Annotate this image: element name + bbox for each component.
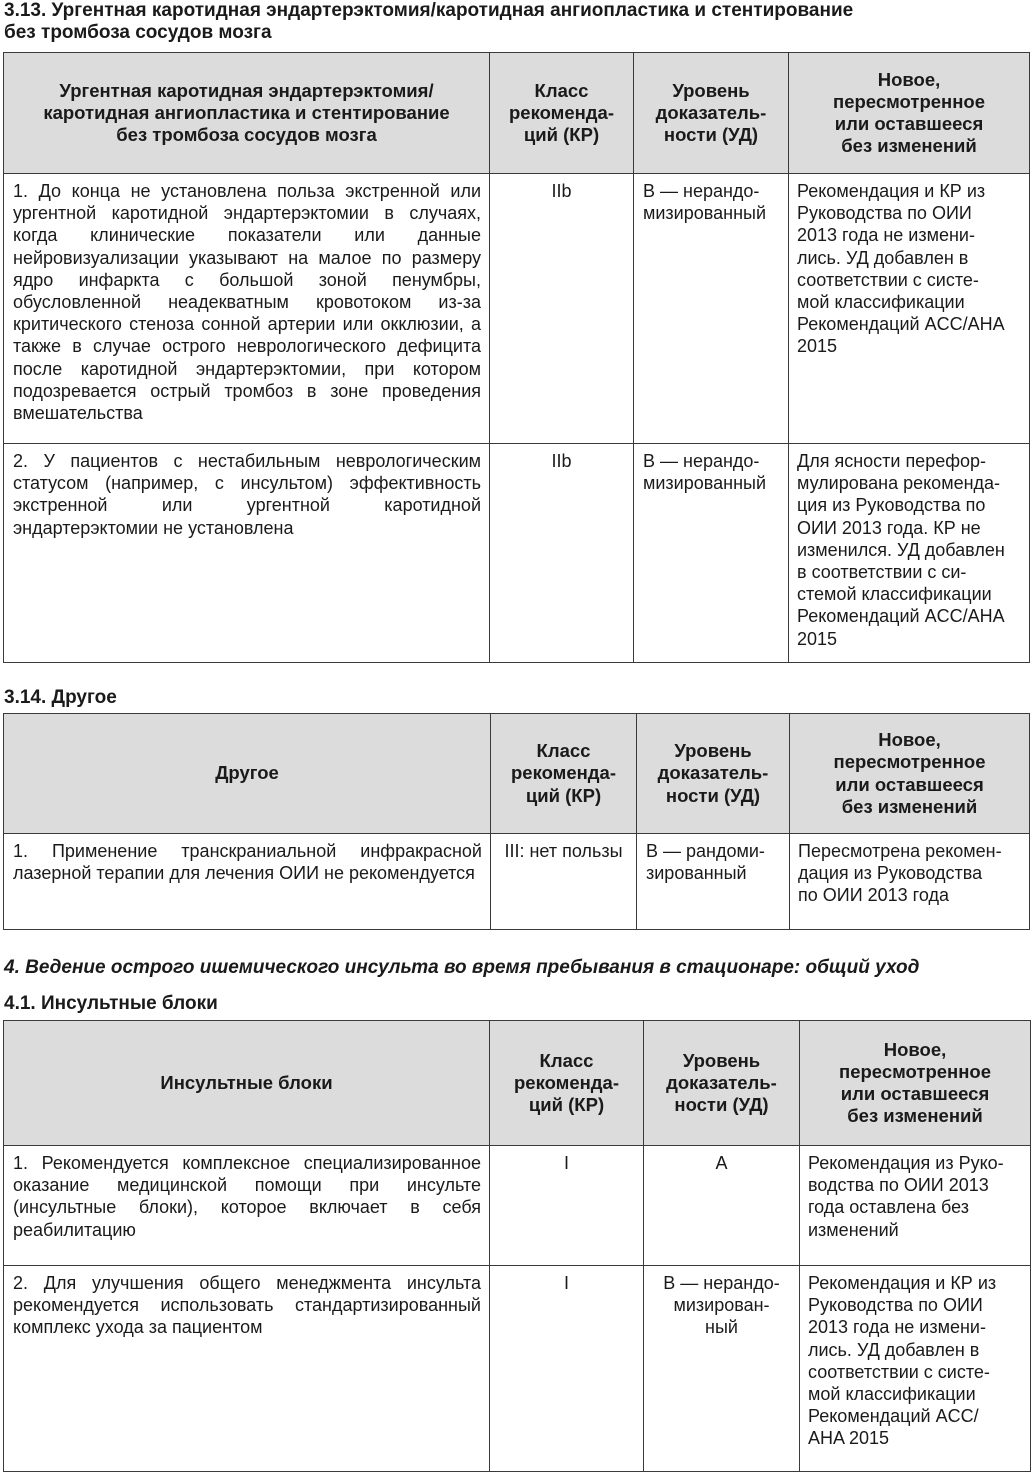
table-row [4, 444, 1030, 663]
recommendation-text: 1. Рекомендуется комплексное специализированное оказание медицинской помощи при инсульте (инсультные блоки), которое включает в себя реабилитацию [4, 1146, 490, 1266]
revision-status: Рекомендация и КР из Руководства по ОИИ 2013 года не измени- лись. УД добавлен в соответствии с систе- мой классификации Рекомендаций ACC/ AHA 2015 [800, 1266, 1031, 1472]
evidence-level: B — нерандо- мизированный [634, 444, 789, 663]
table-row [4, 1146, 1031, 1266]
evidence-level: B — нерандо- мизированный [634, 174, 789, 444]
recommendation-class: III: нет пользы [491, 834, 637, 930]
column-header-topic: Другое [4, 714, 491, 834]
recommendation-class: I [490, 1146, 644, 1266]
table-row [4, 174, 1030, 444]
recommendation-class: IIb [490, 174, 634, 444]
chapter-heading-4: 4. Ведение острого ишемического инсульта во время пребывания в стационаре: общий уход [4, 957, 920, 978]
evidence-level: A [644, 1146, 800, 1266]
column-header-class: Класс рекоменда- ций (КР) [490, 1021, 644, 1146]
revision-status: Рекомендация и КР из Руководства по ОИИ 2013 года не измени- лись. УД добавлен в соответствии с систе- мой классификации Рекомендаций ACC/AHA 2015 [789, 174, 1030, 444]
column-header-class: Класс рекоменда- ций (КР) [490, 53, 634, 174]
column-header-status: Новое, пересмотренное или оставшееся без изменений [789, 53, 1030, 174]
column-header-class: Класс рекоменда- ций (КР) [491, 714, 637, 834]
revision-status: Для ясности перефор- мулирована рекоменда- ция из Руководства по ОИИ 2013 года. КР не изменился. УД добавлен в соответствии с си- стемой классификации Рекомендаций ACC/AHA 2015 [789, 444, 1030, 663]
recommendation-text: 2. Для улучшения общего менеджмента инсульта рекомендуется использовать стандартизированный комплекс ухода за пациентом [4, 1266, 490, 1472]
section-heading-3-14: 3.14. Другое [4, 687, 117, 708]
recommendation-class: IIb [490, 444, 634, 663]
table-row [4, 834, 1030, 930]
revision-status: Рекомендация из Руко- водства по ОИИ 2013 года оставлена без изменений [800, 1146, 1031, 1266]
recommendation-text: 1. До конца не установлена польза экстренной или ургентной каротидной эндартерэктомии в случаях, когда клинические показатели или данные нейровизуализации указывают на малое по размеру ядро инфаркта с большой зоной пенумбры, обусловленной неадекватным кровотоком из-за критического стеноза сонной артерии или окклюзии, а также в случае острого неврологического дефицита после каротидной эндартерэктомии, при котором подозревается острый тромбоз в зоне проведения вмешательства [4, 174, 490, 444]
column-header-level: Уровень доказатель- ности (УД) [637, 714, 790, 834]
revision-status: Пересмотрена рекомен- дация из Руководства по ОИИ 2013 года [790, 834, 1030, 930]
column-header-topic: Инсультные блоки [4, 1021, 490, 1146]
recommendation-text: 2. У пациентов с нестабильным неврологическим статусом (например, с инсультом) эффективность экстренной или ургентной каротидной эндартерэктомии не установлена [4, 444, 490, 663]
column-header-level: Уровень доказатель- ности (УД) [644, 1021, 800, 1146]
recommendation-table-3-13 [3, 52, 1030, 663]
column-header-status: Новое, пересмотренное или оставшееся без изменений [800, 1021, 1031, 1146]
section-heading-3-13: 3.13. Ургентная каротидная эндартерэктомия/каротидная ангиопластика и стентирование без тромбоза сосудов мозга [4, 0, 854, 43]
column-header-status: Новое, пересмотренное или оставшееся без изменений [790, 714, 1030, 834]
recommendation-class: I [490, 1266, 644, 1472]
evidence-level: B — нерандо- мизирован- ный [644, 1266, 800, 1472]
evidence-level: B — рандоми- зированный [637, 834, 790, 930]
section-heading-4-1: 4.1. Инсультные блоки [4, 993, 218, 1014]
recommendation-table-3-14 [3, 713, 1030, 930]
recommendation-table-4-1 [3, 1020, 1031, 1472]
column-header-topic: Ургентная каротидная эндартерэктомия/ каротидная ангиопластика и стентирование без тромбоза сосудов мозга [4, 53, 490, 174]
recommendation-text: 1. Применение транскраниальной инфракрасной лазерной терапии для лечения ОИИ не рекомендуется [4, 834, 491, 930]
table-row [4, 1266, 1031, 1472]
column-header-level: Уровень доказатель- ности (УД) [634, 53, 789, 174]
